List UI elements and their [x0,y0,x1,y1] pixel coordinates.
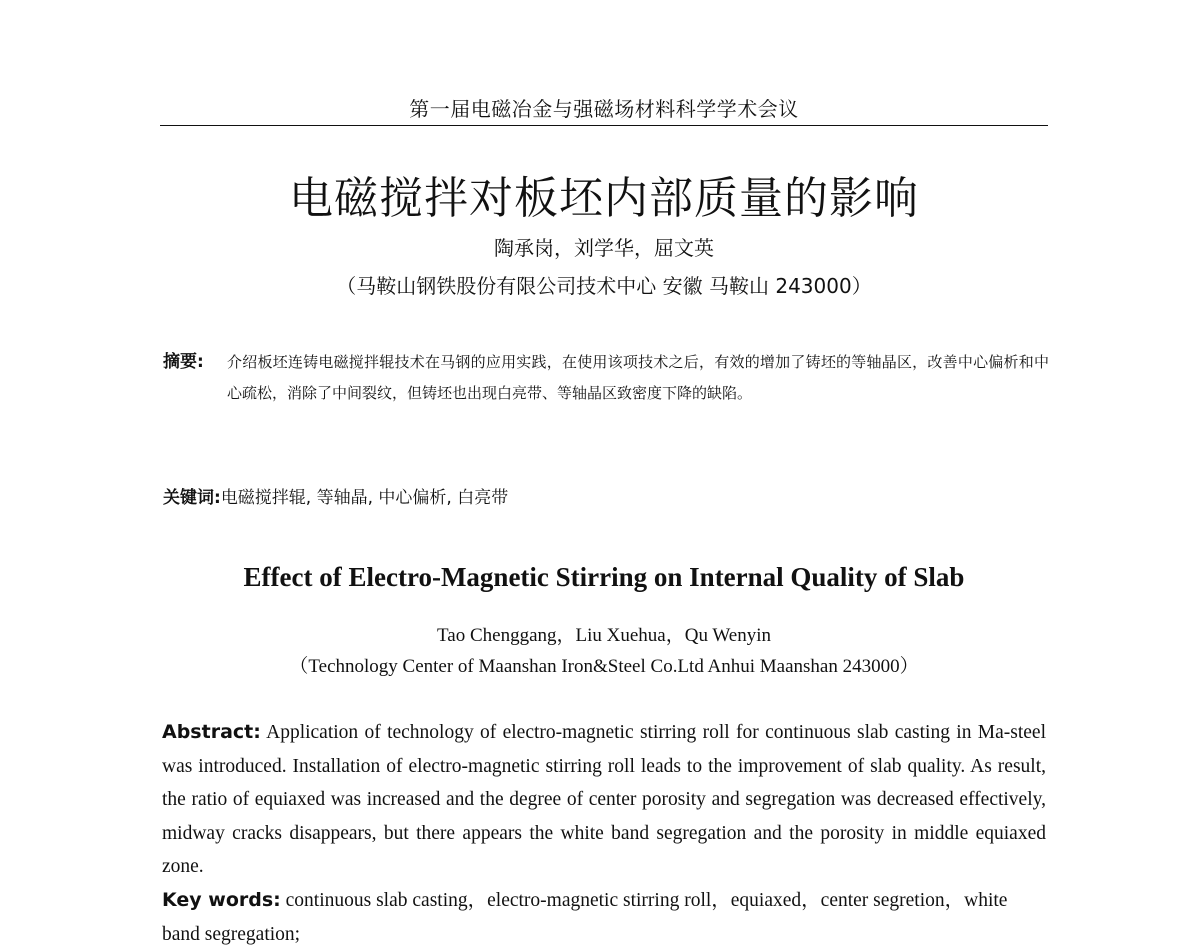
affiliation-cn: （马鞍山钢铁股份有限公司技术中心 安徽 马鞍山 243000） [336,274,872,298]
abstract-text-cn: 介绍板坯连铸电磁搅拌辊技术在马钢的应用实践，在使用该项技术之后，有效的增加了铸坯的等轴晶区，改善中心偏析和中心疏松，消除了中间裂纹，但铸坯也出现白亮带、等轴晶区致密度下降的缺陷。 [227,353,1049,402]
abstract-text-en: Application of technology of electro-magnetic stirring roll for continuous slab casting in Ma-steel was introduced. Installation of electro-magnetic stirring roll leads to the improvement of slab quality. As result, the ratio of equiaxed was increased and the degree of center porosity and segregation was decreased effectively, midway cracks disappears, but there appears the white band segregation and the porosity in middle equiaxed zone. [162,722,1046,877]
keywords-en [162,884,1046,951]
keywords-label-cn: 关键词: [163,488,221,508]
paper-title-en: Effect of Electro-Magnetic Stirring on Internal Quality of Slab [243,562,965,592]
authors-cn: 陶承岗，刘学华，屈文英 [494,236,714,260]
header-rule [160,125,1048,126]
keywords-text-cn: 电磁搅拌辊, 等轴晶, 中心偏析, 白亮带 [220,488,509,508]
affiliation-en: （Technology Center of Maanshan Iron&Steel Co.Ltd Anhui Maanshan 243000） [289,656,919,677]
keywords-label-en: Key words: [162,889,281,911]
abstract-label-en: Abstract: [162,721,261,743]
keywords-text-en: continuous slab casting，electro-magnetic stirring roll，equiaxed，center segretion，white band segregation; [162,890,1008,945]
authors-en: Tao Chenggang，Liu Xuehua，Qu Wenyin [437,625,771,646]
keywords-cn [163,483,508,508]
conference-header: 第一届电磁冶金与强磁场材料科学学术会议 [409,97,799,121]
paper-title-cn: 电磁搅拌对板坯内部质量的影响 [289,173,919,224]
abstract-en [162,716,1046,884]
abstract-label-cn: 摘要: [163,352,204,372]
